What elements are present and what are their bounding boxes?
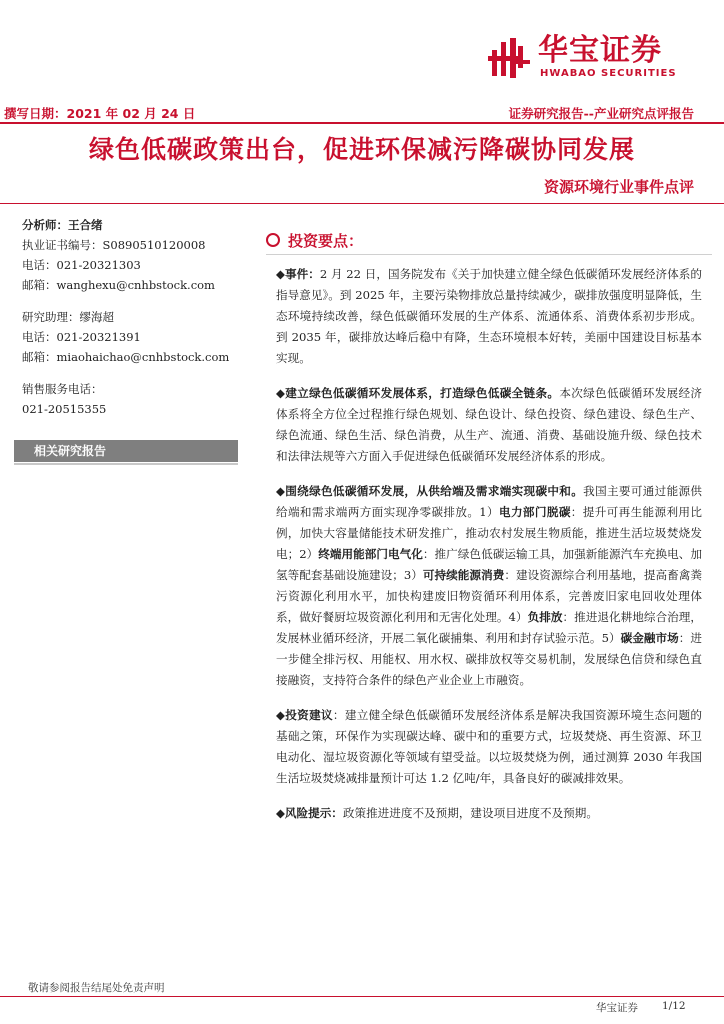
assistant-name: 研究助理：缪海超 (22, 310, 114, 324)
event-text: 2 月 22 日，国务院发布《关于加快建立健全绿色低碳循环发展经济体系的指导意见》。到 2025 年，主要污染物排放总量持续减少，碳排放强度明显降低，生态环境持续改善，绿色低碳循环发展的生产体系、流通体系、消费体系初步形成。到 2035 年，碳排放达峰后稳中有降，生态环境根本好转，美丽中国建设目标基本实现。 (276, 267, 702, 365)
analyst-cert: 执业证书编号：S0890510120008 (22, 238, 206, 252)
analyst-email[interactable]: 邮箱：wanghexu@cnhbstock.com (22, 278, 215, 292)
page-subtitle: 资源环境行业事件点评 (543, 178, 694, 196)
sustainable-consumption-label: 可持续能源消费 (422, 568, 505, 582)
disclaimer-note: 敬请参阅报告结尾处免责声明 (28, 982, 165, 994)
paragraph-system (276, 383, 702, 467)
paragraph-carbon-neutral (276, 481, 702, 691)
negative-emission-label: 负排放 (527, 610, 563, 624)
analyst-row (22, 215, 252, 235)
footer-divider (0, 996, 724, 997)
page-number: 1/12 (662, 1000, 686, 1012)
paragraph-risk (276, 803, 702, 824)
risk-text: 政策推进进度不及预期，建设项目进度不及预期。 (342, 806, 598, 820)
brand-name-cn: 华宝证券 (538, 33, 662, 68)
power-decarb-label: 电力部门脱碳 (499, 505, 571, 519)
carbon-finance-label: 碳金融市场 (620, 631, 679, 645)
brand-name-en: HWABAO SECURITIES (540, 68, 677, 79)
analyst-name: 王合绪 (68, 218, 103, 232)
report-date: 撰写日期：2021 年 02 月 24 日 (4, 106, 196, 121)
key-points-heading (266, 230, 363, 251)
hwabao-logo-icon (488, 36, 532, 80)
paragraph-investment (276, 705, 702, 789)
related-reports-underline (14, 463, 238, 465)
sales-label: 销售服务电话： (22, 382, 103, 396)
page-title: 绿色低碳政策出台，促进环保减污降碳协同发展 (88, 135, 635, 164)
key-points-body (276, 264, 702, 838)
system-text: 本次绿色低碳循环发展经济体系将全方位全过程推行绿色规划、绿色设计、绿色投资、绿色建设、绿色生产、绿色流通、绿色生活、绿色消费，从生产、流通、消费、基础设施升级、绿色技术和法律法规等六方面入手促进绿色低碳循环发展经济体系的形成。 (276, 386, 702, 463)
footer-brand: 华宝证券 (596, 1002, 638, 1014)
negative-emission-text: ：推进退化耕地综合治理，发展林业循环经济，开展二氧化碳捕集、利用和封存试验示范。5） (276, 610, 702, 645)
analyst-phone: 电话：021-20321303 (22, 258, 141, 272)
investment-label: ◆投资建议 (276, 708, 333, 722)
header-divider (0, 122, 724, 124)
electrification-text: ：推广绿色低碳运输工具，加强新能源汽车充换电、加氢等配套基础设施建设；3） (276, 547, 702, 582)
risk-label: ◆风险提示： (276, 806, 343, 820)
carbon-finance-text: ：进一步健全排污权、用能权、用水权、碳排放权等交易机制，发展绿色信贷和绿色直接融资，支持符合条件的绿色产业企业上市融资。 (276, 631, 702, 687)
key-points-heading-text: 投资要点： (288, 232, 364, 250)
investment-text: ：建立健全绿色低碳循环发展经济体系是解决我国资源环境生态问题的基础之策，环保作为实现碳达峰、碳中和的重要方式，垃圾焚烧、再生资源、环卫电动化、湿垃圾资源化等领域有望受益。以垃圾焚烧为例，通过测算 2030 年我国生活垃圾焚烧减排量预计可达 1.2 亿吨/年，具备良好的碳减排效果。 (276, 708, 702, 785)
analyst-info (22, 215, 252, 419)
electrification-label: 终端用能部门电气化 (318, 547, 423, 561)
sales-phone: 021-20515355 (22, 402, 107, 416)
brand-logo (488, 34, 698, 80)
carbon-neutral-intro: 我国主要可通过能源供给端和需求端两方面实现净零碳排放。1） (276, 484, 702, 519)
bullseye-icon (266, 233, 280, 247)
report-type: 证券研究报告--产业研究点评报告 (508, 106, 694, 121)
related-reports-header: 相关研究报告 (14, 440, 238, 462)
event-label: ◆事件： (276, 267, 320, 281)
analyst-label: 分析师： (22, 218, 68, 232)
subtitle-divider (0, 203, 724, 204)
paragraph-event (276, 264, 702, 369)
key-points-divider (266, 254, 712, 255)
power-decarb-text: ：提升可再生能源利用比例，加快大容量储能技术研发推广，推动农村发展生物质能，推进生活垃圾焚烧发电；2） (276, 505, 702, 561)
assistant-phone: 电话：021-20321391 (22, 330, 141, 344)
assistant-email[interactable]: 邮箱：miaohaichao@cnhbstock.com (22, 350, 230, 364)
carbon-neutral-label: ◆围绕绿色低碳循环发展，从供给端及需求端实现碳中和。 (276, 484, 584, 498)
sustainable-consumption-text: ：建设资源综合利用基地，提高畜禽粪污资源化利用水平，加快构建废旧物资循环利用体系，完善废旧家电回收处理体系，做好餐厨垃圾资源化利用和无害化处理。4） (276, 568, 702, 624)
system-label: ◆建立绿色低碳循环发展体系，打造绿色低碳全链条。 (276, 386, 560, 400)
